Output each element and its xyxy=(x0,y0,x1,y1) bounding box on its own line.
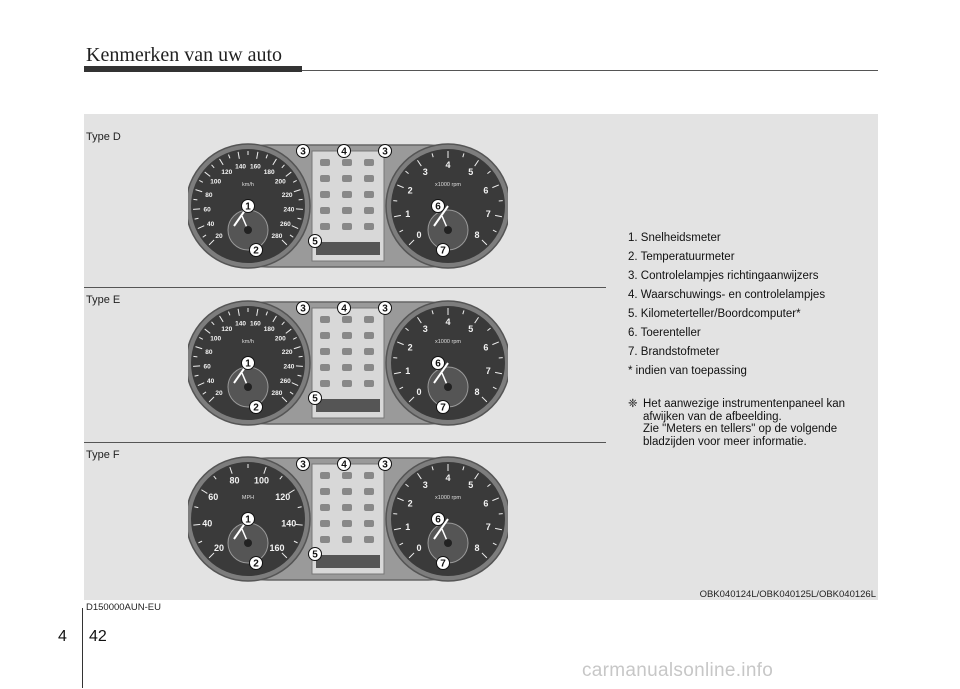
warning-light-icon xyxy=(342,488,352,495)
speedometer-scale-label: 160 xyxy=(249,163,261,171)
tachometer-scale-label: 6 xyxy=(483,498,489,509)
warning-light-icon xyxy=(364,223,374,230)
speedometer-scale-label: 100 xyxy=(254,475,270,486)
warning-light-icon xyxy=(320,504,330,511)
callout-number: 4 xyxy=(341,303,347,315)
callout-number: 4 xyxy=(341,146,347,158)
speedometer-scale-label: 100 xyxy=(210,335,222,343)
warning-light-icon xyxy=(342,159,352,166)
legend-item: 1. Snelheidsmeter xyxy=(628,232,721,244)
warning-light-icon xyxy=(342,380,352,387)
speedometer-scale-label: 160 xyxy=(249,320,261,328)
warning-light-icon xyxy=(364,488,374,495)
callout-number: 3 xyxy=(300,303,306,315)
speedometer-scale-label: 20 xyxy=(215,232,223,240)
tachometer-scale-label: 4 xyxy=(445,317,451,327)
warning-light-icon xyxy=(342,536,352,543)
speedometer-scale-label: 280 xyxy=(271,389,283,397)
tachometer-scale-label: 3 xyxy=(422,479,428,490)
type-label-f: Type F xyxy=(86,449,120,461)
speedometer-hub xyxy=(244,539,252,547)
speedometer-scale-label: 180 xyxy=(263,325,275,333)
callout-number: 7 xyxy=(440,558,446,570)
speedometer-scale-label: 280 xyxy=(271,232,283,240)
callout-number: 1 xyxy=(245,201,251,213)
speedometer-scale-label: 240 xyxy=(283,206,295,214)
speedometer-scale-label: 60 xyxy=(203,363,211,371)
legend-item: 7. Brandstofmeter xyxy=(628,346,720,358)
warning-light-icon xyxy=(342,332,352,339)
tachometer-scale-label: 4 xyxy=(445,160,451,170)
separator-1 xyxy=(84,287,606,288)
speedometer-scale-label: 20 xyxy=(214,542,225,553)
page-number: 42 xyxy=(89,628,107,645)
speedometer-scale-label: 140 xyxy=(235,320,247,328)
callout-number: 7 xyxy=(440,402,446,414)
warning-light-icon xyxy=(320,348,330,355)
header-rule xyxy=(302,70,878,71)
warning-light-icon xyxy=(364,520,374,527)
warning-light-icon xyxy=(342,175,352,182)
tachometer-scale-label: 0 xyxy=(416,229,422,240)
speedometer-scale-label: 260 xyxy=(279,377,291,385)
speedometer-scale-label: 180 xyxy=(263,168,275,176)
warning-light-icon xyxy=(342,207,352,214)
callout-number: 3 xyxy=(300,146,306,158)
image-codes: OBK040124L/OBK040125L/OBK040126L xyxy=(699,589,876,600)
speedometer-scale-label: 240 xyxy=(283,363,295,371)
speedometer-scale-label: 120 xyxy=(221,168,233,176)
speedometer-scale-label: 20 xyxy=(215,389,223,397)
callout-number: 5 xyxy=(312,549,318,561)
speedometer-scale-label: 40 xyxy=(206,220,215,228)
instrument-cluster-type-f xyxy=(188,452,508,586)
section-number: 4 xyxy=(58,628,67,645)
callout-number: 6 xyxy=(435,514,441,526)
warning-light-icon xyxy=(320,191,330,198)
odometer-display xyxy=(316,242,380,255)
warning-light-icon xyxy=(342,504,352,511)
tachometer-scale-label: 1 xyxy=(405,208,411,219)
callout-number: 3 xyxy=(382,303,388,315)
watermark: carmanualsonline.info xyxy=(582,660,774,681)
speedometer-scale-label: 160 xyxy=(269,542,285,553)
speedometer-scale-label: 60 xyxy=(208,492,219,503)
callout-number: 1 xyxy=(245,514,251,526)
callout-number: 5 xyxy=(312,236,318,248)
callout-number: 1 xyxy=(245,358,251,370)
tachometer-scale-label: 0 xyxy=(416,542,422,553)
warning-light-icon xyxy=(320,316,330,323)
speedometer-scale-label: 220 xyxy=(281,348,293,356)
warning-light-icon xyxy=(320,488,330,495)
tachometer-scale-label: 2 xyxy=(407,498,413,509)
callout-number: 3 xyxy=(300,459,306,471)
type-label-e: Type E xyxy=(86,294,121,306)
warning-light-icon xyxy=(342,364,352,371)
speedometer-scale-label: 120 xyxy=(221,325,233,333)
tachometer-scale-label: 5 xyxy=(468,166,474,177)
section-code: D150000AUN-EU xyxy=(86,602,161,613)
callout-number: 3 xyxy=(382,146,388,158)
speedometer-scale-label: 140 xyxy=(235,163,247,171)
page-divider xyxy=(82,608,83,688)
callout-number: 3 xyxy=(382,459,388,471)
warning-light-icon xyxy=(320,223,330,230)
speedometer-unit-label: km/h xyxy=(242,339,254,345)
warning-light-icon xyxy=(364,348,374,355)
speedometer-scale-label: 40 xyxy=(202,518,213,529)
tachometer-scale-label: 2 xyxy=(407,185,413,196)
callout-number: 6 xyxy=(435,358,441,370)
note-text: Het aanwezige instrumentenpaneel kan afwijken van de afbeelding. Zie "Meters en tellers" op de volgende bladzijden voor meer informatie. xyxy=(643,398,846,448)
speedometer-scale-label: 80 xyxy=(229,475,240,486)
tachometer-scale-label: 6 xyxy=(483,185,489,196)
note-symbol-icon: ❈ xyxy=(628,398,638,410)
warning-light-icon xyxy=(320,472,330,479)
tachometer-scale-label: 8 xyxy=(474,542,480,553)
tachometer-scale-label: 1 xyxy=(405,521,411,532)
header-title: Kenmerken van uw auto xyxy=(86,44,283,66)
warning-light-icon xyxy=(364,316,374,323)
speedometer-scale-label: 120 xyxy=(275,492,291,503)
warning-light-icon xyxy=(364,332,374,339)
tachometer-scale-label: 5 xyxy=(468,479,474,490)
tachometer-scale-label: 8 xyxy=(474,386,480,397)
warning-light-icon xyxy=(364,159,374,166)
speedometer-scale-label: 140 xyxy=(281,518,297,529)
instrument-cluster-type-d xyxy=(188,139,508,273)
instrument-cluster-type-e xyxy=(188,296,508,430)
tachometer-scale-label: 2 xyxy=(407,342,413,353)
warning-light-icon xyxy=(342,191,352,198)
speedometer-scale-label: 80 xyxy=(205,348,213,356)
tachometer-scale-label: 0 xyxy=(416,386,422,397)
speedometer-scale-label: 200 xyxy=(274,335,286,343)
warning-light-icon xyxy=(342,472,352,479)
speedometer-unit-label: km/h xyxy=(242,182,254,188)
callout-number: 2 xyxy=(253,245,259,257)
legend-list xyxy=(628,229,825,381)
tachometer-scale-label: 6 xyxy=(483,342,489,353)
speedometer-hub xyxy=(244,383,252,391)
warning-light-icon xyxy=(320,520,330,527)
tachometer-hub xyxy=(444,383,452,391)
speedometer-scale-label: 40 xyxy=(206,377,215,385)
callout-number: 6 xyxy=(435,201,441,213)
warning-light-icon xyxy=(320,332,330,339)
warning-light-icon xyxy=(364,175,374,182)
speedometer-hub xyxy=(244,226,252,234)
legend-item: 6. Toerenteller xyxy=(628,327,701,339)
odometer-display xyxy=(316,399,380,412)
warning-light-icon xyxy=(364,207,374,214)
callout-number: 2 xyxy=(253,402,259,414)
callout-number: 2 xyxy=(253,558,259,570)
warning-light-icon xyxy=(364,364,374,371)
callout-number: 7 xyxy=(440,245,446,257)
type-label-d: Type D xyxy=(86,131,121,143)
tachometer-scale-label: 7 xyxy=(485,208,491,219)
warning-light-icon xyxy=(364,536,374,543)
warning-light-icon xyxy=(364,191,374,198)
tachometer-scale-label: 1 xyxy=(405,365,411,376)
warning-light-icon xyxy=(320,380,330,387)
speedometer-scale-label: 80 xyxy=(205,191,213,199)
legend-item: 3. Controlelampjes richtingaanwijzers xyxy=(628,270,819,282)
warning-light-icon xyxy=(342,348,352,355)
tachometer-unit-label: x1000 rpm xyxy=(435,339,461,345)
legend-item: 2. Temperatuurmeter xyxy=(628,251,735,263)
tachometer-scale-label: 4 xyxy=(445,473,451,483)
speedometer-scale-label: 100 xyxy=(210,178,222,186)
speedometer-unit-label: MPH xyxy=(241,495,255,501)
callout-number: 5 xyxy=(312,393,318,405)
warning-light-icon xyxy=(320,536,330,543)
tachometer-hub xyxy=(444,226,452,234)
tachometer-scale-label: 5 xyxy=(468,323,474,334)
tachometer-scale-label: 7 xyxy=(485,521,491,532)
warning-light-icon xyxy=(320,159,330,166)
callout-number: 4 xyxy=(341,459,347,471)
header-bar xyxy=(84,66,302,72)
tachometer-hub xyxy=(444,539,452,547)
warning-light-icon xyxy=(320,364,330,371)
legend-item: 5. Kilometerteller/Boordcomputer* xyxy=(628,308,801,320)
separator-2 xyxy=(84,442,606,443)
speedometer-scale-label: 260 xyxy=(279,220,291,228)
tachometer-scale-label: 3 xyxy=(422,166,428,177)
tachometer-unit-label: x1000 rpm xyxy=(435,182,461,188)
speedometer-scale-label: 220 xyxy=(281,191,293,199)
tachometer-scale-label: 7 xyxy=(485,365,491,376)
speedometer-scale-label: 200 xyxy=(274,178,286,186)
tachometer-unit-label: x1000 rpm xyxy=(435,495,461,501)
note xyxy=(628,398,873,448)
odometer-display xyxy=(316,555,380,568)
warning-light-icon xyxy=(320,175,330,182)
legend-footnote: * indien van toepassing xyxy=(628,365,747,377)
warning-light-icon xyxy=(342,520,352,527)
tachometer-scale-label: 3 xyxy=(422,323,428,334)
speedometer-scale-label: 60 xyxy=(203,206,211,214)
warning-light-icon xyxy=(364,472,374,479)
tachometer-scale-label: 8 xyxy=(474,229,480,240)
warning-light-icon xyxy=(320,207,330,214)
warning-light-icon xyxy=(342,316,352,323)
warning-light-icon xyxy=(364,504,374,511)
warning-light-icon xyxy=(364,380,374,387)
warning-light-icon xyxy=(342,223,352,230)
legend-item: 4. Waarschuwings- en controlelampjes xyxy=(628,289,826,301)
